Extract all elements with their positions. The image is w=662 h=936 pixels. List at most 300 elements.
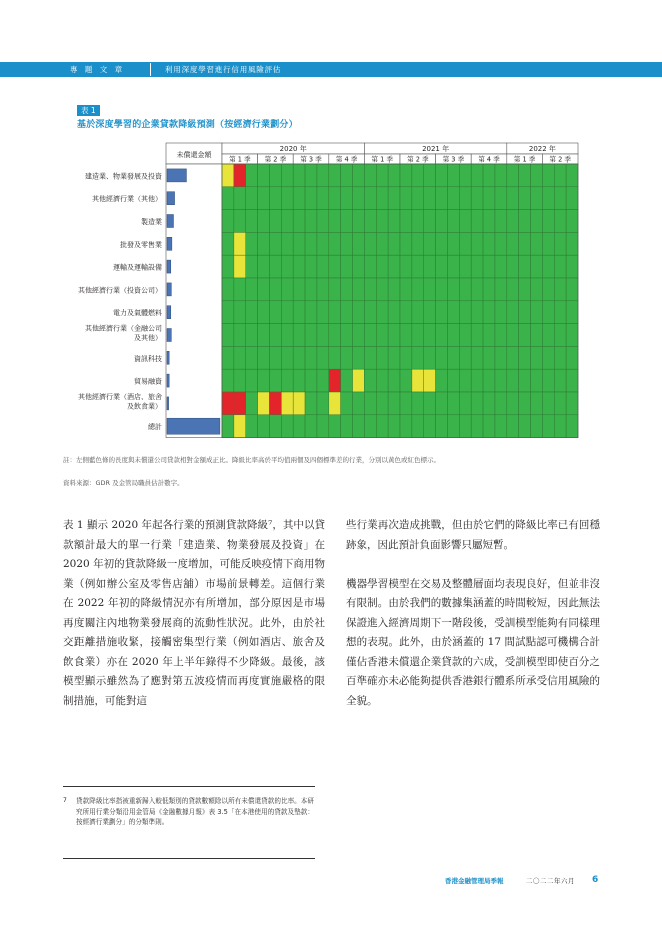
heatmap-cell [281, 415, 293, 438]
heatmap-cell [258, 369, 270, 392]
heatmap-cell [412, 346, 424, 369]
heatmap-cell [269, 346, 281, 369]
heatmap-cell [234, 369, 246, 392]
heatmap-cell [495, 301, 507, 324]
heatmap-cell [471, 324, 483, 347]
heatmap-cell [258, 301, 270, 324]
article-title: 利用深度學習進行信用風險評估 [165, 65, 282, 74]
heatmap-cell [341, 324, 353, 347]
heatmap-cell [364, 324, 376, 347]
heatmap-cell [483, 187, 495, 210]
heatmap-cell [554, 301, 566, 324]
heatmap-cell [447, 415, 459, 438]
heatmap-cell [519, 278, 531, 301]
section-label: 專 題 文 章 [70, 65, 125, 74]
heatmap-cell [542, 369, 554, 392]
outstanding-bar [167, 329, 171, 342]
heatmap-cell [364, 278, 376, 301]
heatmap-cell [246, 164, 258, 187]
heatmap-cell [258, 278, 270, 301]
heatmap-cell [436, 301, 448, 324]
heatmap-cell [424, 415, 436, 438]
heatmap-cell [281, 392, 293, 415]
heatmap-cell [376, 346, 388, 369]
industry-label: 及其他） [134, 334, 162, 343]
heatmap-cell [459, 210, 471, 233]
heatmap-cell [495, 346, 507, 369]
heatmap-cell [269, 164, 281, 187]
industry-label: 其他經濟行業（酒店、旅舍 [78, 393, 162, 401]
heatmap-cell [400, 324, 412, 347]
heatmap-cell [317, 210, 329, 233]
heatmap-cell [281, 187, 293, 210]
heatmap-cell [258, 346, 270, 369]
heatmap-cell [376, 187, 388, 210]
heatmap-cell [376, 164, 388, 187]
heatmap-cell [400, 415, 412, 438]
heatmap-cell [542, 164, 554, 187]
heatmap-cell [246, 324, 258, 347]
heatmap-cell [281, 324, 293, 347]
heatmap-cell [483, 232, 495, 255]
heatmap-cell [353, 346, 365, 369]
heatmap-cell [305, 210, 317, 233]
industry-label: 總計 [148, 423, 162, 432]
heatmap-cell [459, 301, 471, 324]
heatmap-cell [495, 392, 507, 415]
heatmap-cell [269, 415, 281, 438]
heatmap-cell [542, 210, 554, 233]
heatmap-cell [269, 255, 281, 278]
quarter-label: 第 4 季 [478, 155, 500, 164]
heatmap-cell [281, 164, 293, 187]
heatmap-cell [364, 346, 376, 369]
heatmap-cell [388, 210, 400, 233]
chart-source: 資料來源：GDR 及金管局職員估計數字。 [63, 479, 184, 487]
outstanding-bar [167, 169, 186, 182]
heatmap-cell [305, 415, 317, 438]
heatmap-cell [341, 346, 353, 369]
heatmap-cell [507, 346, 519, 369]
year-label: 2022 年 [528, 145, 556, 153]
heatmap-cell [293, 278, 305, 301]
industry-label: 其他經濟行業（投資公司） [78, 286, 162, 295]
heatmap-cell [305, 301, 317, 324]
heatmap-cell [388, 346, 400, 369]
heatmap-cell [483, 369, 495, 392]
footer-publication: 香港金融管理局季報 [445, 877, 504, 885]
heatmap-cell [329, 278, 341, 301]
heatmap-cell [317, 232, 329, 255]
heatmap-cell [222, 392, 234, 415]
heatmap-cell [531, 255, 543, 278]
heatmap-cell [495, 415, 507, 438]
heatmap-cell [459, 392, 471, 415]
heatmap-cell [329, 415, 341, 438]
heatmap-cell [281, 278, 293, 301]
heatmap-cell [376, 301, 388, 324]
heatmap-cell [424, 187, 436, 210]
heatmap-cell [269, 187, 281, 210]
outstanding-bar [167, 397, 169, 410]
heatmap-cell [246, 187, 258, 210]
heatmap-cell [424, 324, 436, 347]
heatmap-cell [507, 369, 519, 392]
heatmap-cell [258, 255, 270, 278]
industry-label: 資訊科技 [134, 354, 162, 363]
heatmap-cell [364, 392, 376, 415]
heatmap-cell [483, 392, 495, 415]
footer-date: 二〇二二年六月 [526, 877, 575, 885]
outstanding-bar [167, 260, 171, 273]
heatmap-cell [554, 255, 566, 278]
quarter-label: 第 1 季 [229, 155, 251, 164]
heatmap-cell [341, 369, 353, 392]
heatmap-cell [234, 255, 246, 278]
heatmap-cell [471, 164, 483, 187]
heatmap-cell [554, 392, 566, 415]
industry-label: 其他經濟行業（其他） [92, 195, 162, 204]
quarter-label: 第 1 季 [371, 155, 393, 164]
heatmap-cell [388, 187, 400, 210]
heatmap-cell [376, 415, 388, 438]
heatmap-cell [400, 210, 412, 233]
heatmap-cell [554, 187, 566, 210]
heatmap-cell [519, 324, 531, 347]
heatmap-cell [376, 324, 388, 347]
heatmap-cell [269, 232, 281, 255]
heatmap-cell [364, 187, 376, 210]
heatmap-cell [269, 278, 281, 301]
heatmap-cell [293, 187, 305, 210]
heatmap-cell [412, 301, 424, 324]
heatmap-cell [566, 210, 578, 233]
heatmap-cell [222, 346, 234, 369]
heatmap-cell [317, 301, 329, 324]
heatmap-cell [447, 324, 459, 347]
heatmap-cell [353, 210, 365, 233]
heatmap-cell [341, 187, 353, 210]
chart-note: 註：左側藍色條的長度與未償還公司貸款相對金額成正比。降級比率高於平均值兩個及四個標準差的行業，分別以黃色或紅色標示。 [63, 456, 440, 464]
outstanding-bar [167, 306, 171, 319]
heatmap-cell [400, 392, 412, 415]
heatmap-cell [400, 232, 412, 255]
heatmap-cell [471, 187, 483, 210]
heatmap-cell [519, 232, 531, 255]
heatmap-cell [329, 392, 341, 415]
heatmap-cell [388, 324, 400, 347]
heatmap-cell [459, 369, 471, 392]
heatmap-cell [507, 164, 519, 187]
heatmap-cell [566, 324, 578, 347]
heatmap-cell [566, 392, 578, 415]
heatmap-cell [317, 392, 329, 415]
heatmap-cell [281, 210, 293, 233]
heatmap-cell [412, 232, 424, 255]
heatmap-cell [519, 187, 531, 210]
heatmap-cell [436, 232, 448, 255]
heatmap-cell [329, 346, 341, 369]
quarter-label: 第 2 季 [264, 155, 287, 164]
heatmap-cell [269, 392, 281, 415]
heatmap-cell [507, 210, 519, 233]
heatmap-cell [246, 415, 258, 438]
heatmap-cell [329, 164, 341, 187]
heatmap-cell [222, 255, 234, 278]
heatmap-cell [353, 164, 365, 187]
heatmap-cell [471, 301, 483, 324]
heatmap-cell [364, 301, 376, 324]
heatmap-cell [222, 301, 234, 324]
heatmap-cell [495, 210, 507, 233]
outstanding-bar [167, 351, 169, 364]
industry-label: 及飲食業） [127, 402, 162, 411]
heatmap-cell [341, 164, 353, 187]
heatmap-cell [542, 278, 554, 301]
heatmap-cell [258, 415, 270, 438]
heatmap-cell [234, 324, 246, 347]
heatmap-cell [281, 346, 293, 369]
heatmap-cell [566, 232, 578, 255]
heatmap-cell [459, 255, 471, 278]
heatmap-cell [388, 369, 400, 392]
heatmap-cell [400, 164, 412, 187]
heatmap-cell [400, 278, 412, 301]
heatmap-cell [507, 301, 519, 324]
heatmap-cell [412, 278, 424, 301]
heatmap-cell [400, 301, 412, 324]
heatmap-cell [293, 232, 305, 255]
heatmap-cell [388, 392, 400, 415]
heatmap-cell [424, 278, 436, 301]
heatmap-cell [246, 232, 258, 255]
heatmap-cell [519, 255, 531, 278]
heatmap-cell [388, 164, 400, 187]
heatmap-cell [554, 210, 566, 233]
heatmap-cell [305, 324, 317, 347]
industry-label: 製造業 [141, 218, 162, 226]
heatmap-cell [554, 346, 566, 369]
heatmap-cell [234, 301, 246, 324]
heatmap-cell [376, 232, 388, 255]
outstanding-bar [167, 283, 171, 296]
heatmap-cell [542, 255, 554, 278]
heatmap-cell [436, 210, 448, 233]
heatmap-cell [554, 324, 566, 347]
heatmap-cell [495, 187, 507, 210]
heatmap-cell [436, 392, 448, 415]
heatmap-cell [258, 210, 270, 233]
heatmap-cell [566, 369, 578, 392]
heatmap-cell [566, 301, 578, 324]
body-paragraph: 機器學習模型在交易及整體層面均表現良好，但並非沒有限制。由於我們的數據集涵蓋的時間較短，因此無法保證進入經濟周期下一階段後，受訓模型能夠有同樣理想的表現。此外，由於涵蓋的 17 間試點認可機構合計僅佔香港未償還企業貸款的六成，受訓模型即使百分之百準確亦未必能夠提供香港銀行體系所承受信用風險的全貌。 [346, 577, 600, 707]
heatmap-cell [317, 255, 329, 278]
heatmap-cell [269, 369, 281, 392]
heatmap-cell [246, 369, 258, 392]
heatmap-cell [293, 324, 305, 347]
heatmap-cell [554, 232, 566, 255]
heatmap-cell [542, 187, 554, 210]
heatmap-cell [436, 369, 448, 392]
page-number: 6 [592, 875, 599, 885]
heatmap-cell [353, 232, 365, 255]
heatmap-cell [459, 187, 471, 210]
footnote-rule [63, 786, 315, 787]
heatmap-cell [531, 369, 543, 392]
heatmap-cell [507, 232, 519, 255]
body-column-right [346, 516, 600, 731]
heatmap-cell [483, 346, 495, 369]
heatmap-cell [531, 210, 543, 233]
heatmap-cell [424, 255, 436, 278]
heatmap-cell [269, 210, 281, 233]
heatmap-cell [353, 187, 365, 210]
table-number-badge: 表 1 [77, 105, 100, 116]
heatmap-cell [542, 415, 554, 438]
heatmap-cell [364, 415, 376, 438]
heatmap-cell [483, 324, 495, 347]
heatmap-cell [234, 278, 246, 301]
heatmap-cell [341, 278, 353, 301]
heatmap-cell [281, 369, 293, 392]
heatmap-cell [329, 232, 341, 255]
heatmap-cell [566, 255, 578, 278]
heatmap-cell [471, 369, 483, 392]
heatmap-cell [258, 164, 270, 187]
heatmap-cell [388, 301, 400, 324]
heatmap-cell [376, 255, 388, 278]
heatmap-cell [305, 278, 317, 301]
heatmap-cell [388, 415, 400, 438]
heatmap-cell [234, 346, 246, 369]
heatmap-cell [329, 255, 341, 278]
heatmap-cell [531, 415, 543, 438]
heatmap-cell [388, 232, 400, 255]
heatmap-cell [471, 392, 483, 415]
heatmap-cell [566, 187, 578, 210]
heatmap-cell [353, 255, 365, 278]
heatmap-cell [329, 187, 341, 210]
heatmap-cell [483, 415, 495, 438]
heatmap-cell [542, 324, 554, 347]
heatmap-cell [531, 346, 543, 369]
heatmap-cell [531, 324, 543, 347]
heatmap-cell [317, 346, 329, 369]
heatmap-cell [246, 392, 258, 415]
heatmap-cell [566, 278, 578, 301]
heatmap-cell [436, 278, 448, 301]
heatmap-cell [507, 255, 519, 278]
heatmap-cell [353, 369, 365, 392]
industry-label: 貿易融資 [134, 377, 162, 386]
heatmap-cell [246, 210, 258, 233]
heatmap-cell [246, 301, 258, 324]
heatmap-cell [400, 255, 412, 278]
heatmap-cell [305, 255, 317, 278]
quarter-label: 第 2 季 [549, 155, 571, 164]
heatmap-cell [519, 346, 531, 369]
heatmap-cell [388, 255, 400, 278]
heatmap-cell [353, 324, 365, 347]
footnote-mark: 7 [63, 797, 67, 804]
industry-label: 建造業、物業發展及投資 [85, 172, 162, 181]
heatmap-cell [447, 301, 459, 324]
outstanding-header: 未償還金額 [176, 151, 212, 159]
heatmap-cell [424, 392, 436, 415]
body-column-left [63, 516, 325, 711]
outstanding-bar [167, 374, 169, 387]
heatmap-cell [447, 187, 459, 210]
heatmap-cell [281, 232, 293, 255]
heatmap-cell [258, 324, 270, 347]
heatmap-cell [412, 210, 424, 233]
heatmap-cell [317, 324, 329, 347]
heatmap-cell [531, 278, 543, 301]
heatmap-cell [519, 210, 531, 233]
heatmap-cell [329, 210, 341, 233]
industry-label: 批發及零售業 [120, 240, 162, 249]
heatmap-cell [447, 278, 459, 301]
heatmap-cell [436, 255, 448, 278]
heatmap-cell [364, 210, 376, 233]
heatmap-cell [519, 369, 531, 392]
heatmap-cell [293, 369, 305, 392]
heatmap-cell [507, 392, 519, 415]
heatmap-cell [234, 187, 246, 210]
heatmap-cell [483, 210, 495, 233]
heatmap-cell [305, 346, 317, 369]
heatmap-cell [376, 278, 388, 301]
heatmap-cell [531, 164, 543, 187]
heatmap-cell [234, 232, 246, 255]
heatmap-cell [246, 346, 258, 369]
heatmap-cell [495, 369, 507, 392]
year-label: 2021 年 [422, 145, 450, 153]
heatmap-cell [519, 164, 531, 187]
heatmap-cell [531, 392, 543, 415]
heatmap-cell [222, 278, 234, 301]
body-paragraph: 表 1 顯示 2020 年起各行業的預測貸款降級⁷，其中以貸款額計最大的單一行業「建造業、物業發展及投資」在 2020 年初的貸款降級一度增加，可能反映疫情下商用物業（例如辦公室及零售店舖）市場前景轉差。這個行業在 2022 年初的降級情況亦有所增加，部分原因是市場再度關注內地物業發展商的流動性狀況。此外，由於社交距離措施收緊，接觸密集型行業（例如酒店、旅舍及飲食業）亦在 2020 年上半年錄得不少降級。最後，該模型顯示雖然為了應對第五波疫情而再度實施嚴格的限制措施，可能對這 [63, 519, 325, 707]
heatmap-cell [507, 278, 519, 301]
heatmap-cell [447, 255, 459, 278]
heatmap-cell [353, 415, 365, 438]
quarter-label: 第 1 季 [513, 155, 536, 164]
heatmap-cell [400, 369, 412, 392]
heatmap-cell [519, 392, 531, 415]
quarter-label: 第 3 季 [442, 155, 465, 164]
heatmap-cell [258, 187, 270, 210]
heatmap-cell [542, 301, 554, 324]
heatmap-cell [542, 392, 554, 415]
heatmap-cell [459, 415, 471, 438]
heatmap-cell [554, 415, 566, 438]
heatmap-cell [246, 255, 258, 278]
heatmap-cell [447, 346, 459, 369]
heatmap-cell [554, 278, 566, 301]
heatmap-cell [566, 346, 578, 369]
heatmap-cell [459, 278, 471, 301]
body-paragraph: 些行業再次造成挑戰，但由於它們的降級比率已有回穩跡象，因此預計負面影響只屬短暫。 [346, 519, 600, 551]
heatmap-cell [293, 210, 305, 233]
heatmap-cell [376, 369, 388, 392]
heatmap-cell [542, 232, 554, 255]
heatmap-cell [436, 324, 448, 347]
heatmap-cell [447, 232, 459, 255]
heatmap-cell [519, 415, 531, 438]
heatmap-cell [222, 210, 234, 233]
heatmap-cell [471, 255, 483, 278]
heatmap-cell [519, 301, 531, 324]
